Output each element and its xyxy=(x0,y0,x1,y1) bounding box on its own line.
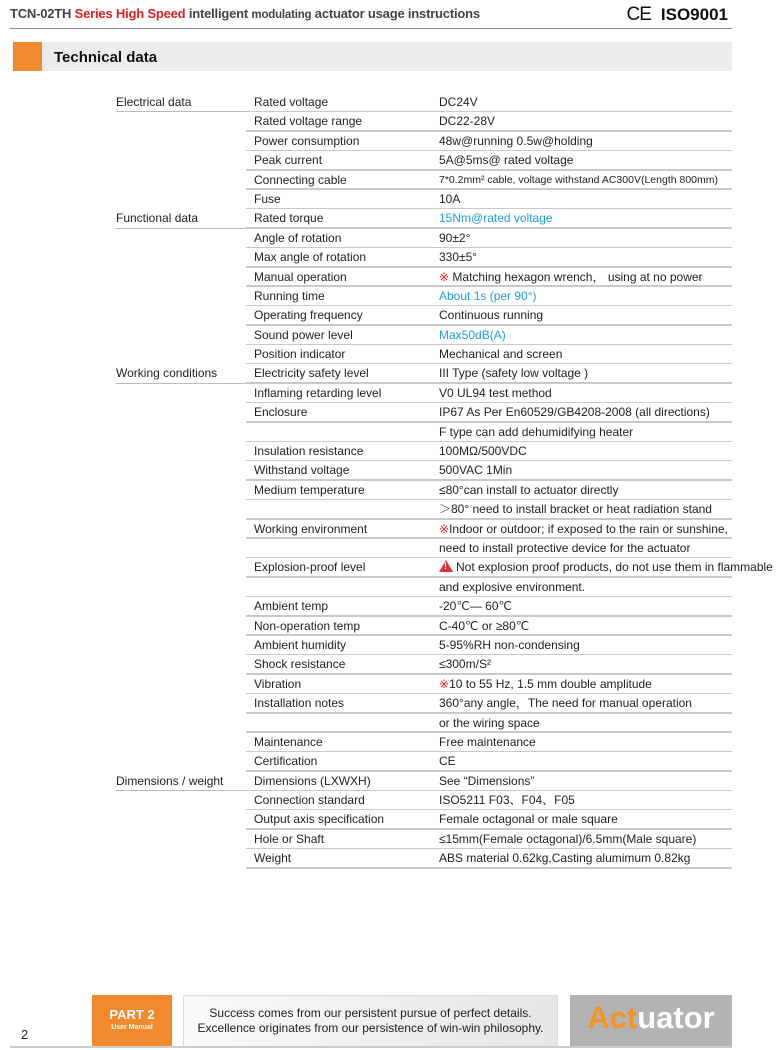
spec-label: Electricity safety level xyxy=(254,366,369,381)
spec-value xyxy=(439,830,696,849)
spec-value-text: V0 UL94 test method xyxy=(439,385,552,400)
table-row xyxy=(116,752,732,771)
spec-value xyxy=(439,849,690,868)
spec-value xyxy=(439,500,712,519)
spec-label: Maintenance xyxy=(254,734,323,749)
spec-label: Working environment xyxy=(254,521,368,536)
spec-label: Rated voltage range xyxy=(254,114,363,129)
spec-value-text: About 1s (per 90°) xyxy=(439,288,537,303)
title-text-end: actuator usage instructions xyxy=(311,6,480,21)
table-row xyxy=(116,617,732,636)
table-row xyxy=(116,636,732,655)
table-row xyxy=(116,849,732,868)
spec-value-text: IP67 As Per En60529/GB4208-2008 (all directions) xyxy=(439,405,710,420)
spec-value xyxy=(439,190,460,209)
table-row xyxy=(116,190,732,209)
spec-label: Rated voltage xyxy=(254,95,329,109)
table-row xyxy=(116,403,732,422)
spec-value xyxy=(439,287,537,306)
spec-value-text: Mechanical and screen xyxy=(439,347,563,362)
slogan-line-1: Success comes from our persistent pursue of perfect details. xyxy=(209,1006,532,1020)
title-text: intelligent xyxy=(185,6,252,21)
spec-value xyxy=(439,752,456,771)
table-row xyxy=(116,229,732,248)
spec-label: Installation notes xyxy=(254,696,345,711)
spec-value-text: -20℃— 60℃ xyxy=(439,599,512,614)
table-row xyxy=(116,248,732,267)
spec-value xyxy=(439,520,728,539)
spec-value xyxy=(439,578,585,597)
document-title xyxy=(10,6,480,21)
spec-value xyxy=(439,655,491,674)
page-header xyxy=(10,0,732,29)
spec-value-text: ≤300m/S² xyxy=(439,657,491,672)
spec-label: Explosion-proof level xyxy=(254,560,366,575)
table-row xyxy=(116,151,732,170)
spec-value-text: 15Nm@rated voltage xyxy=(439,211,553,226)
spec-label: Connecting cable xyxy=(254,172,347,187)
part-badge xyxy=(92,995,172,1047)
spec-value xyxy=(439,772,534,791)
page-number: 2 xyxy=(21,1027,29,1042)
spec-label: Running time xyxy=(254,288,325,303)
spec-value-text: ABS material 0.62kg,Casting alumimum 0.82kg xyxy=(439,851,691,866)
spec-value-text: 360°any angle，The need for manual operation xyxy=(439,696,692,711)
table-row xyxy=(116,655,732,674)
spec-value-text: See “Dimensions” xyxy=(439,773,535,788)
spec-value-text: or the wiring space xyxy=(439,715,540,730)
spec-label: Weight xyxy=(254,851,292,866)
table-row xyxy=(116,112,732,131)
spec-value-text: 48w@running 0.5w@holding xyxy=(439,133,593,148)
spec-value xyxy=(439,151,573,170)
table-row xyxy=(116,287,732,306)
table-row xyxy=(116,810,732,829)
spec-value-text: 100MΩ/500VDC xyxy=(439,444,527,459)
table-row xyxy=(116,93,732,112)
spec-label: Position indicator xyxy=(254,347,346,362)
spec-value-text: C-40℃ or ≥80℃ xyxy=(439,618,530,633)
spec-value xyxy=(439,268,703,287)
spec-value-text: Continuous running xyxy=(439,308,544,323)
category-label: Functional data xyxy=(116,211,199,226)
footer-divider xyxy=(10,1046,732,1048)
table-row xyxy=(116,675,732,694)
spec-value-text: ≤15mm(Female octagonal)/6.5mm(Male square) xyxy=(439,831,697,846)
spec-value xyxy=(439,636,580,655)
spec-value-text: Indoor or outdoor; if exposed to the rain or sunshine, xyxy=(449,521,728,536)
spec-value-text: ＞80° need to install bracket or heat radiation stand xyxy=(439,502,712,517)
spec-value xyxy=(439,112,495,131)
table-row xyxy=(116,791,732,810)
spec-label: Rated torque xyxy=(254,211,324,226)
spec-value-text: CE xyxy=(439,754,456,769)
title-model: TCN-02TH xyxy=(10,6,75,21)
spec-label: Connection standard xyxy=(254,793,365,808)
spec-value xyxy=(439,714,540,733)
spec-label: Angle of rotation xyxy=(254,230,342,245)
spec-label: Output axis specification xyxy=(254,812,385,827)
spec-label: Sound power level xyxy=(254,327,353,342)
spec-label: Ambient temp xyxy=(254,599,329,614)
spec-value-text: Max50dB(A) xyxy=(439,327,506,342)
spec-value xyxy=(439,539,690,558)
spec-value-text: 5A@5ms@ rated voltage xyxy=(439,153,574,168)
spec-value-text: 330±5° xyxy=(439,250,478,265)
spec-value xyxy=(439,597,512,616)
table-row xyxy=(116,268,732,287)
table-row xyxy=(116,772,732,791)
spec-value-text: DC22-28V xyxy=(439,114,496,129)
table-row xyxy=(116,578,732,597)
spec-label: Peak current xyxy=(254,153,323,168)
spec-label: Hole or Shaft xyxy=(254,831,325,846)
spec-value xyxy=(439,423,633,442)
spec-label: Medium temperature xyxy=(254,482,365,497)
spec-value-text: need to install protective device for the actuator xyxy=(439,540,691,555)
table-row xyxy=(116,597,732,616)
spec-value xyxy=(439,403,710,422)
spec-label: Inflaming retarding level xyxy=(254,385,382,400)
brand-rest: uator xyxy=(637,1000,715,1035)
spec-value xyxy=(439,306,543,325)
section-accent-bar xyxy=(13,42,42,71)
title-small: modulating xyxy=(251,9,312,21)
spec-value xyxy=(439,694,692,713)
spec-value-text: ≤80°can install to actuator directly xyxy=(439,482,619,497)
spec-label: Non-operation temp xyxy=(254,618,361,633)
spec-value xyxy=(439,345,562,364)
spec-label: Shock resistance xyxy=(254,657,346,672)
spec-value xyxy=(439,810,618,829)
spec-value xyxy=(439,384,552,403)
spec-value-text: 5-95%RH non-condensing xyxy=(439,637,580,652)
spec-value-text: ISO5211 F03、F04、F05 xyxy=(439,793,575,808)
spec-label: Fuse xyxy=(254,191,281,206)
table-row xyxy=(116,306,732,325)
table-row xyxy=(116,520,732,539)
slogan-box xyxy=(183,995,558,1047)
table-row xyxy=(116,830,732,849)
part-subtitle: User Manual xyxy=(111,1024,153,1031)
table-row xyxy=(116,461,732,480)
table-row xyxy=(116,714,732,733)
spec-value xyxy=(439,675,652,694)
spec-value xyxy=(439,229,470,248)
spec-value xyxy=(439,326,506,345)
table-row xyxy=(116,384,732,403)
spec-label: Enclosure xyxy=(254,405,308,420)
section-title: Technical data xyxy=(54,49,158,66)
table-row xyxy=(116,209,732,228)
table-row xyxy=(116,733,732,752)
spec-value-text: 7*0.2mm² cable, voltage withstand AC300V(Length 800mm) xyxy=(439,173,718,186)
table-row xyxy=(116,171,732,190)
warning-icon xyxy=(439,560,453,572)
spec-value-text: 10A xyxy=(439,191,461,206)
spec-value-text: Not explosion proof products, do not use them in flammable xyxy=(456,560,773,575)
table-row xyxy=(116,539,732,558)
row-divider xyxy=(246,867,732,869)
table-row xyxy=(116,364,732,383)
spec-value xyxy=(439,171,718,190)
spec-value-text: Female octagonal or male square xyxy=(439,812,618,827)
ce-mark-icon: CE xyxy=(626,4,651,25)
spec-value-text: Matching hexagon wrench， using at no power xyxy=(449,269,703,284)
table-row xyxy=(116,442,732,461)
spec-value-text: F type can add dehumidifying heater xyxy=(439,424,634,439)
brand-accent: Act xyxy=(587,1000,638,1035)
spec-label: Certification xyxy=(254,754,318,769)
spec-value-text: Free maintenance xyxy=(439,734,536,749)
category-label: Dimensions / weight xyxy=(116,773,224,788)
spec-label: Power consumption xyxy=(254,133,360,148)
table-row xyxy=(116,558,773,577)
spec-value xyxy=(439,442,527,461)
note-mark-icon: ※ xyxy=(439,521,450,536)
section-header xyxy=(13,42,732,71)
note-mark-icon: ※ xyxy=(439,676,450,691)
technical-data-table xyxy=(116,93,773,869)
spec-value xyxy=(439,461,512,480)
spec-label: Withstand voltage xyxy=(254,463,350,478)
spec-value xyxy=(439,558,773,577)
spec-label: Manual operation xyxy=(254,269,347,284)
title-series: Series High Speed xyxy=(74,6,186,21)
spec-label: Operating frequency xyxy=(254,308,363,323)
spec-label: Ambient humidity xyxy=(254,637,347,652)
spec-label: Insulation resistance xyxy=(254,444,364,459)
spec-value-text: and explosive environment. xyxy=(439,579,586,594)
spec-value xyxy=(439,733,536,752)
table-row xyxy=(116,500,732,519)
spec-value-text: DC24V xyxy=(439,95,478,109)
certifications xyxy=(626,4,728,26)
table-row xyxy=(116,694,732,713)
brand-logo xyxy=(570,995,732,1047)
spec-value xyxy=(439,209,553,228)
iso-label: ISO9001 xyxy=(660,5,728,24)
table-row xyxy=(116,423,732,442)
spec-label: Dimensions (LXWXH) xyxy=(254,773,371,788)
note-mark-icon: ※ xyxy=(439,269,450,284)
spec-label: Max angle of rotation xyxy=(254,250,367,265)
table-row xyxy=(116,345,732,364)
spec-value xyxy=(439,791,575,810)
spec-value xyxy=(439,364,588,383)
spec-value-text: 500VAC 1Min xyxy=(439,463,513,478)
slogan-line-2: Excellence originates from our persistence of win-win philosophy. xyxy=(197,1021,544,1035)
spec-value xyxy=(439,481,618,500)
category-label: Electrical data xyxy=(116,95,192,109)
spec-value-text: III Type (safety low voltage ) xyxy=(439,366,589,381)
part-title: PART 2 xyxy=(109,1007,155,1022)
spec-label: Vibration xyxy=(254,676,302,691)
spec-value xyxy=(439,248,477,267)
spec-value-text: 10 to 55 Hz, 1.5 mm double amplitude xyxy=(449,676,652,691)
spec-value xyxy=(439,93,478,112)
table-row xyxy=(116,326,732,345)
table-row xyxy=(116,132,732,151)
table-row xyxy=(116,481,732,500)
spec-value-text: 90±2° xyxy=(439,230,471,245)
category-label: Working conditions xyxy=(116,366,218,381)
spec-value xyxy=(439,617,529,636)
spec-value xyxy=(439,132,593,151)
